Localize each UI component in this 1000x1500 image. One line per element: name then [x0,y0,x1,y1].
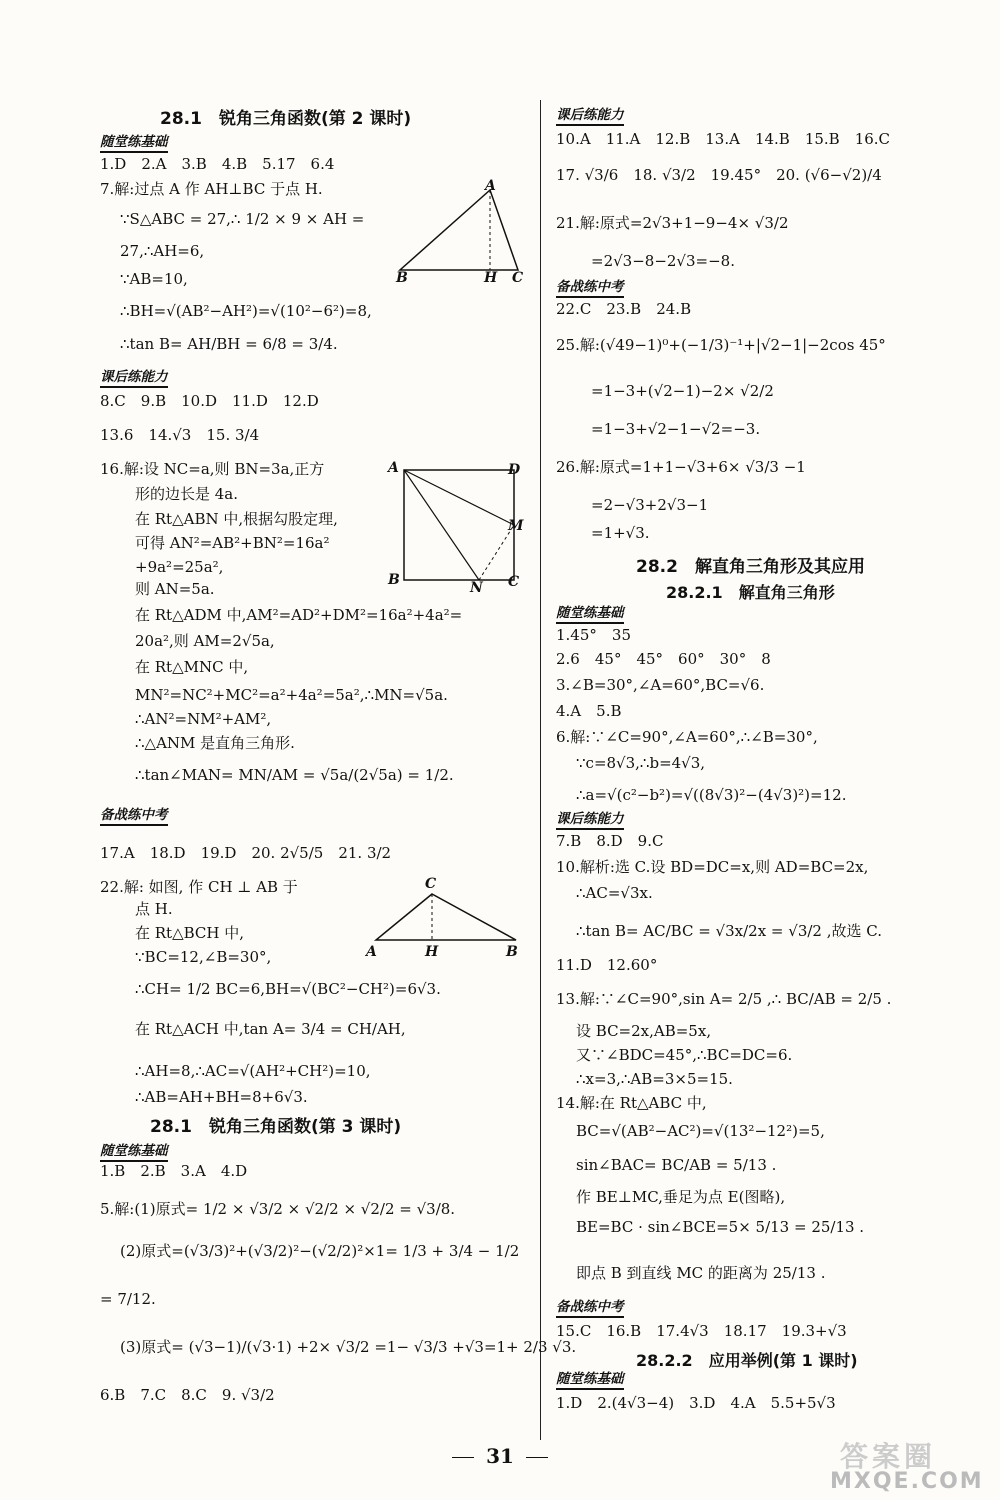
answer-line: ∴a=√(c²−b²)=√((8√3)²−(4√3)²)=12. [576,786,847,804]
answer-line: ∴tan B= AC/BC = √3x/2x = √3/2 ,故选 C. [576,922,882,940]
answer-line: 4.A 5.B [556,702,622,720]
answer-line: 作 BE⊥MC,垂足为点 E(图略), [576,1188,786,1206]
answer-line: 17. √3/6 18. √3/2 19.45° 20. (√6−√2)/4 [556,166,882,184]
answer-line: 26.解:原式=1+1−√3+6× √3/3 −1 [556,458,806,476]
page-number: 31 [0,1444,1000,1468]
answer-line: 14.解:在 Rt△ABC 中, [556,1094,707,1112]
answer-line: (3)原式= (√3−1)/(√3·1) +2× √3/2 =1− √3/3 +√3=1+ 2/3 √3. [120,1338,577,1356]
answer-line: 形的边长是 4a. [135,485,239,503]
answer-line: ∴AH=8,∴AC=√(AH²+CH²)=10, [135,1062,371,1080]
vertex-label: H [484,270,498,286]
answer-line: 在 Rt△MNC 中, [135,658,249,676]
answer-line: 点 H. [135,900,173,918]
answer-line: BE=BC · sin∠BCE=5× 5/13 = 25/13 . [576,1218,865,1236]
answer-line: 1.D 2.(4√3−4) 3.D 4.A 5.5+5√3 [556,1394,836,1412]
watermark-logo: 答案圈 MXQE.COM [830,1440,984,1494]
triangle-acb-figure [372,888,522,948]
answer-line: 在 Rt△ABN 中,根据勾股定理, [135,510,338,528]
answer-line: 20a²,则 AM=2√5a, [135,632,275,650]
section-title-28-2: 28.2 解直角三角形及其应用 [636,557,865,577]
subheading-exam-prep: 备战练中考 [556,1298,624,1318]
subsection-title-28-2-1: 28.2.1 解直角三角形 [666,583,835,602]
square-abcd-figure [396,462,526,592]
answer-line: 13.6 14.√3 15. 3/4 [100,426,260,444]
answer-line: 又∵∠BDC=45°,∴BC=DC=6. [576,1046,793,1064]
answer-line: 2.6 45° 45° 60° 30° 8 [556,650,771,668]
answer-line: 可得 AN²=AB²+BN²=16a² [135,534,330,552]
answer-line: = 7/12. [100,1290,156,1308]
answer-line: 25.解:(√49−1)⁰+(−1/3)⁻¹+|√2−1|−2cos 45° [556,336,886,354]
answer-line: ∴BH=√(AB²−AH²)=√(10²−6²)=8, [120,302,372,320]
answer-line: 17.A 18.D 19.D 20. 2√5/5 21. 3/2 [100,844,392,862]
section-title-28-1-lesson3: 28.1 锐角三角函数(第 3 课时) [150,1117,402,1137]
answer-line: =2−√3+2√3−1 [591,496,709,514]
section-title-28-1-lesson2: 28.1 锐角三角函数(第 2 课时) [160,109,412,129]
answer-line: 22.C 23.B 24.B [556,300,692,318]
answer-line: 在 Rt△BCH 中, [135,924,245,942]
vertex-label: A [485,178,496,194]
answer-line: MN²=NC²+MC²=a²+4a²=5a²,∴MN=√5a. [135,686,448,704]
answer-line: 11.D 12.60° [556,956,658,974]
answer-line: 8.C 9.B 10.D 11.D 12.D [100,392,319,410]
vertex-label: M [508,518,524,534]
answer-line: ∴AB=AH+BH=8+6√3. [135,1088,308,1106]
answer-line: sin∠BAC= BC/AB = 5/13 . [576,1156,777,1174]
answer-line: 在 Rt△ACH 中,tan A= 3/4 = CH/AH, [135,1020,406,1038]
answer-line: 1.45° 35 [556,626,631,644]
segment-am [404,470,514,525]
answer-line: 7.B 8.D 9.C [556,832,664,850]
answer-line: 16.解:设 NC=a,则 BN=3a,正方 [100,460,325,478]
vertex-label: N [470,580,483,596]
answer-line: 6.B 7.C 8.C 9. √3/2 [100,1386,275,1404]
answer-line: =2√3−8−2√3=−8. [591,252,735,270]
answer-line: ∴tan∠MAN= MN/AM = √5a/(2√5a) = 1/2. [135,766,454,784]
answer-line: 3.∠B=30°,∠A=60°,BC=√6. [556,676,765,694]
subheading-basic-practice: 随堂练基础 [556,604,624,624]
answer-line: =1+√3. [591,524,650,542]
answer-line: 5.解:(1)原式= 1/2 × √3/2 × √2/2 × √2/2 = √3/8. [100,1200,456,1218]
segment-an [404,470,479,580]
answer-line: ∵S△ABC = 27,∴ 1/2 × 9 × AH = [120,210,365,228]
triangle-outline [376,894,516,940]
answer-line: 1.D 2.A 3.B 4.B 5.17 6.4 [100,155,335,173]
vertex-label: B [506,944,518,960]
square-outline [404,470,514,580]
answer-line: ∵c=8√3,∴b=4√3, [576,754,706,772]
answer-line: BC=√(AB²−AC²)=√(13²−12²)=5, [576,1122,825,1140]
subheading-exam-prep: 备战练中考 [556,278,624,298]
vertex-label: A [388,460,399,476]
answer-line: 1.B 2.B 3.A 4.D [100,1162,248,1180]
vertex-label: A [366,944,377,960]
column-divider [540,100,541,1440]
answer-line: 10.A 11.A 12.B 13.A 14.B 15.B 16.C [556,130,891,148]
subheading-basic-practice: 随堂练基础 [556,1370,624,1390]
vertex-label: H [425,944,439,960]
vertex-label: C [512,270,524,286]
answer-line: 15.C 16.B 17.4√3 18.17 19.3+√3 [556,1322,847,1340]
answer-line: ∴AC=√3x. [576,884,653,902]
answer-line: 即点 B 到直线 MC 的距离为 25/13 . [576,1264,826,1282]
answer-line: +9a²=25a², [135,558,224,576]
answer-line: 7.解:过点 A 作 AH⊥BC 于点 H. [100,180,323,198]
answer-line: 21.解:原式=2√3+1−9−4× √3/2 [556,214,789,232]
answer-line: ∴x=3,∴AB=3×5=15. [576,1070,733,1088]
answer-line: 10.解析:选 C.设 BD=DC=x,则 AD=BC=2x, [556,858,869,876]
answer-line: (2)原式=(√3/3)²+(√3/2)²−(√2/2)²×1= 1/3 + 3/4 − 1/2 [120,1242,520,1260]
subheading-exam-prep: 备战练中考 [100,806,168,826]
subheading-after-class: 课后练能力 [556,810,624,830]
answer-line: ∴CH= 1/2 BC=6,BH=√(BC²−CH²)=6√3. [135,980,441,998]
vertex-label: C [508,574,520,590]
answer-line: ∴AN²=NM²+AM², [135,710,272,728]
answer-line: 在 Rt△ADM 中,AM²=AD²+DM²=16a²+4a²= [135,606,463,624]
triangle-outline [400,190,518,270]
answer-line: ∴tan B= AH/BH = 6/8 = 3/4. [120,335,338,353]
subheading-after-class: 课后练能力 [556,106,624,126]
subheading-after-class: 课后练能力 [100,368,168,388]
answer-line: 13.解:∵∠C=90°,sin A= 2/5 ,∴ BC/AB = 2/5 . [556,990,892,1008]
answer-line: =1−3+√2−1−√2=−3. [591,420,761,438]
answer-line: 27,∴AH=6, [120,242,205,260]
vertex-label: C [425,876,437,892]
answer-line: =1−3+(√2−1)−2× √2/2 [591,382,774,400]
vertex-label: B [388,572,400,588]
answer-line: ∴△ANM 是直角三角形. [135,734,295,752]
answer-line: ∵AB=10, [120,270,188,288]
subheading-basic-practice: 随堂练基础 [100,1142,168,1162]
vertex-label: B [396,270,408,286]
answer-line: 设 BC=2x,AB=5x, [576,1022,712,1040]
subheading-basic-practice: 随堂练基础 [100,133,168,153]
answer-line: 22.解: 如图, 作 CH ⊥ AB 于 [100,878,298,896]
triangle-abc-figure [390,180,530,290]
answer-line: ∵BC=12,∠B=30°, [135,948,272,966]
answer-line: 6.解:∵∠C=90°,∠A=60°,∴∠B=30°, [556,728,818,746]
subsection-title-28-2-2: 28.2.2 应用举例(第 1 课时) [636,1351,858,1370]
vertex-label: D [508,462,521,478]
answer-line: 则 AN=5a. [135,580,215,598]
